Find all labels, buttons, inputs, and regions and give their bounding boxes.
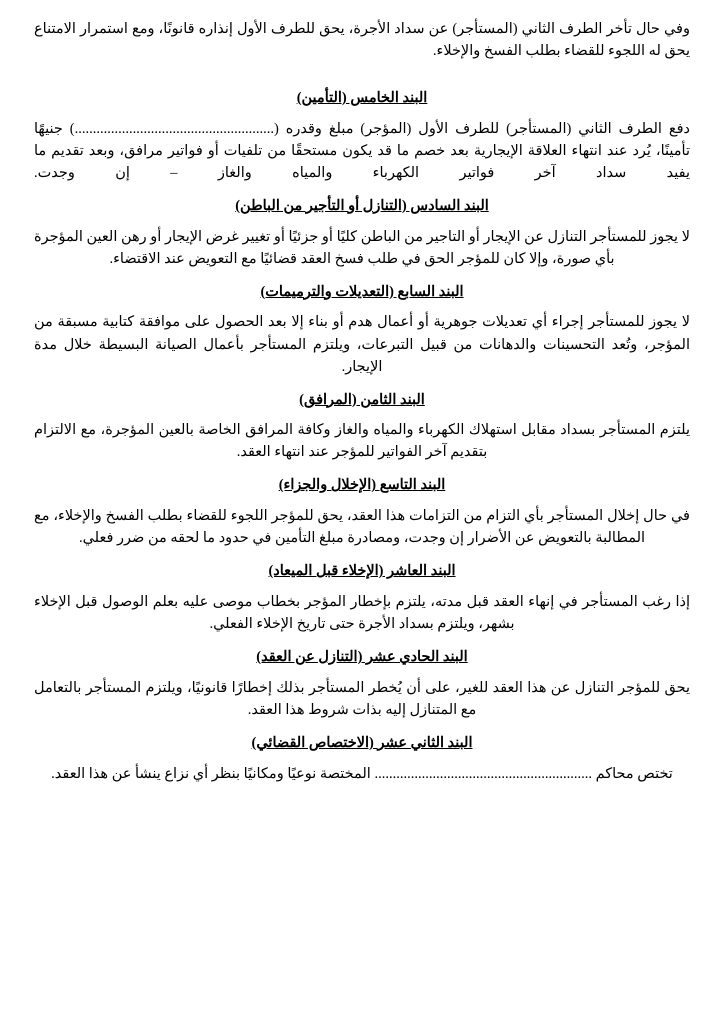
clause-heading-text: البند الثامن (المرافق) [299,391,425,408]
clause-heading-text: البند الحادي عشر (التنازل عن العقد) [256,649,468,665]
clause-block [34,88,690,184]
clause-paragraph: يلتزم المستأجر بسداد مقابل استهلاك الكهرباء والمياه والغاز وكافة المرافق الخاصة بالعين المؤجرة، مع الالتزام بتقديم آخر الفواتير للمؤجر عند انتهاء العقد. [34,422,690,461]
clause-heading [34,390,690,412]
clause-heading-text: البند السابع (التعديلات والترميمات) [260,283,464,300]
clause-heading [34,88,690,110]
clause-heading [34,561,690,583]
clause-block [34,390,690,464]
clause-heading-text: البند الخامس (التأمين) [296,90,428,107]
clause-heading-text: البند الثاني عشر (الاختصاص القضائي) [251,734,473,751]
intro-paragraph: وفي حال تأخر الطرف الثاني (المستأجر) عن سداد الأجرة، يحق للطرف الأول إنذاره قانونًا، ومع استمرار الامتناع يحق له اللجوء للقضاء بطلب الفسخ والإخلاء. [34,21,690,60]
clause-heading [34,733,690,755]
clause-block [34,561,690,635]
clause-paragraph: لا يجوز للمستأجر إجراء أي تعديلات جوهرية أو أعمال هدم أو بناء إلا بعد الحصول على موافقة كتابية مسبقة من المؤجر، وتُعد التحسينات والدهانات من قبيل التبرعات، ويلتزم المستأجر بأعمال الصيانة البسيطة خلال مدة الإيجار. [34,314,690,375]
clause-block [34,196,690,270]
clause-heading-text: البند التاسع (الإخلال والجزاء) [278,477,446,494]
clause-block [34,733,690,785]
clause-paragraph: في حال إخلال المستأجر بأي التزام من التزامات هذا العقد، يحق للمؤجر اللجوء للقضاء بطلب الفسخ والإخلاء، مع المطالبة بالتعويض عن الأضرار إن وجدت، ومصادرة مبلغ التأمين في حدود ما لحقه من ضرر فعلي. [34,508,690,547]
clause-block [34,647,690,721]
clause-heading [34,647,690,669]
clause-block [34,475,690,549]
clause-heading-text: البند العاشر (الإخلاء قبل الميعاد) [268,563,456,580]
clause-paragraph: يحق للمؤجر التنازل عن هذا العقد للغير، على أن يُخطر المستأجر بذلك إخطارًا قانونيًا، ويلتزم المستأجر بالتعامل مع المتنازل إليه بذات شروط هذا العقد. [34,679,690,718]
clause-paragraph: دفع الطرف الثاني (المستأجر) للطرف الأول (المؤجر) مبلغ وقدره (.......................................................) جنيهًا تأمينًا، يُرد عند انتهاء العلاقة الإيجارية بعد خصم ما قد يكون مستحقًا من تلفيات أو فواتير مرافق، وبعد تقديم ما يفيد سداد آخر فواتير الكهرباء والمياه والغاز – إن وجدت. [34,120,690,181]
clause-block [34,282,690,378]
clause-paragraph: إذا رغب المستأجر في إنهاء العقد قبل مدته، يلتزم بإخطار المؤجر بخطاب موصى عليه بعلم الوصول قبل الإخلاء بشهر، ويلتزم بسداد الأجرة حتى تاريخ الإخلاء الفعلي. [34,593,690,632]
clause-heading [34,196,690,218]
clause-heading [34,282,690,304]
clause-paragraph: تختص محاكم ............................................................ المختصة نوعيًا ومكانيًا بنظر أي نزاع ينشأ عن هذا العقد. [51,765,673,782]
clause-paragraph: لا يجوز للمستأجر التنازل عن الإيجار أو التاجير من الباطن كليًا أو جزئيًا أو تغيير غرض الإيجار أو رهن العين المؤجرة بأي صورة، وإلا كان للمؤجر الحق في طلب فسخ العقد قضائيًا مع التعويض عند الاقتضاء. [34,228,690,267]
clause-heading-text: البند السادس (التنازل أو التأجير من الباطن) [235,197,489,214]
clause-heading [34,475,690,497]
